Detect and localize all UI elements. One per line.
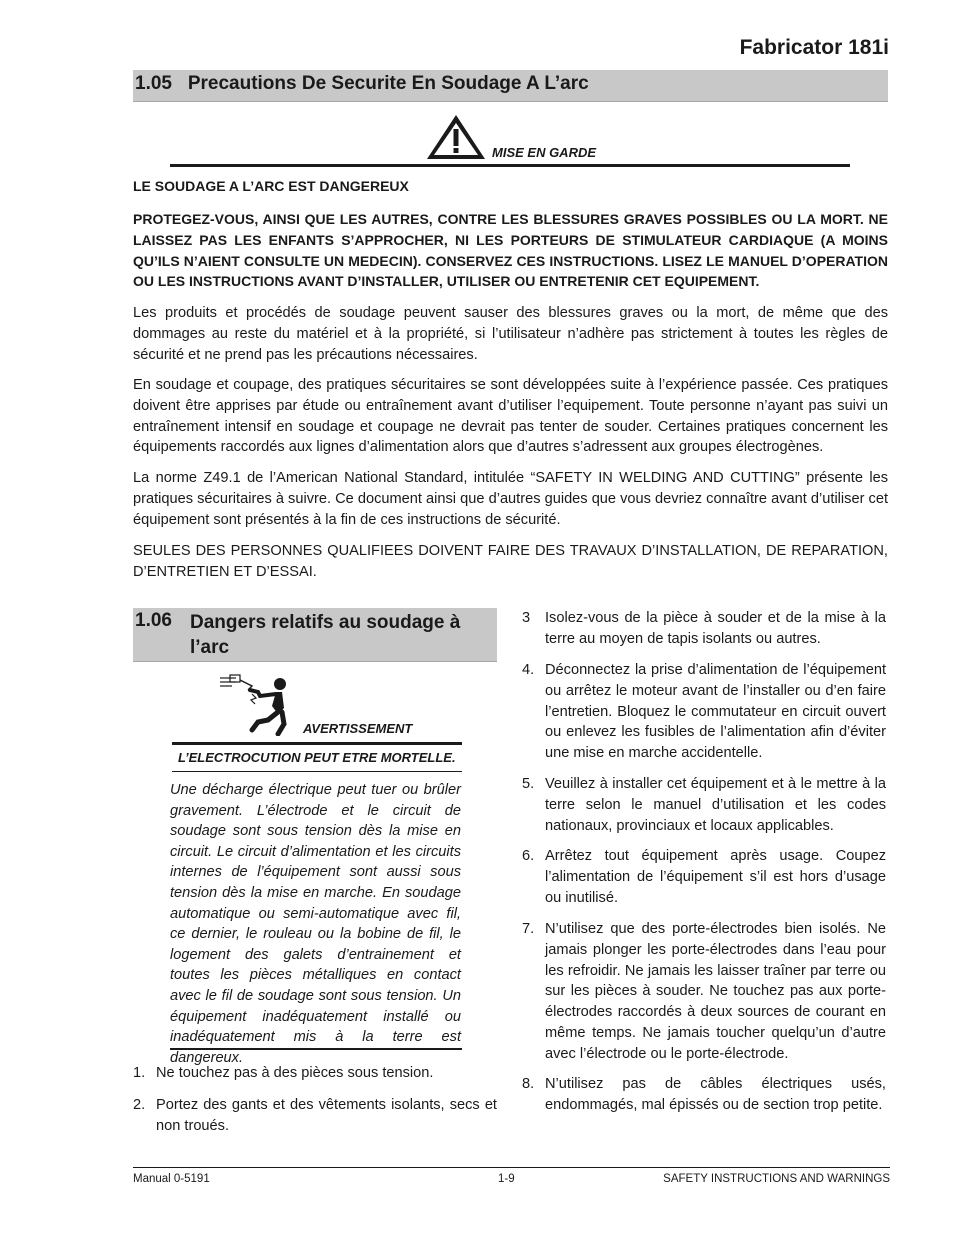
avertissement-rule	[172, 742, 462, 745]
list-item-number: 4.	[522, 662, 535, 678]
warning-triangle-icon	[425, 113, 487, 166]
list-item-text: N’utilisez que des porte-électrodes bien isolés. Ne jamais plonger les porte-électrodes dans l’eau pour les refroidir. Ne jamais les laisser traîner par terre ou sur les pièces à souder. Ne touchez pas aux porte-électrodes raccordés à deux sources de courant en même temps. Ne jamais toucher quelqu’un d’autre avec l’électrode ou le porte-électrode.	[545, 921, 886, 1062]
list-item-text: Veuillez à installer cet équipement et à le mettre à la terre selon le manuel d’utilisation et les codes nationaux, provinciaux et locaux applicables.	[545, 776, 886, 834]
electrocution-text: Une décharge électrique peut tuer ou brûler gravement. L’électrode et le circuit de soudage sont sous tension dès la mise en circuit. Le circuit d’alimentation et les circuits internes de l’équipement sont aussi sous tension dès la mise en marche. En soudage automatique ou semi-automatique avec fil, ce dernier, le rouleau ou la bobine de fil, le logement des galets d’entrainement et toutes les pièces métalliques en contact avec le fil de soudage sont sous tension. Un équipement inadéquatement installé ou inadéquatement mis à la terre est dangereux.	[170, 782, 461, 1066]
avertissement-label: AVERTISSEMENT	[303, 721, 413, 736]
section-106-header	[133, 608, 497, 662]
warning-label: MISE EN GARDE	[492, 145, 597, 160]
list-item-text: Ne touchez pas à des pièces sous tension.	[156, 1065, 434, 1081]
footer-section-name: SAFETY INSTRUCTIONS AND WARNINGS	[663, 1173, 890, 1185]
electric-shock-icon	[218, 672, 298, 741]
list-item-number: 1.	[133, 1065, 146, 1081]
section-106-number: 1.06	[135, 610, 172, 631]
section-105-title: 1.05 Precautions De Securite En Soudage A L’arc	[135, 73, 589, 94]
brand-title: Fabricator 181i	[739, 36, 889, 59]
footer-page-number: 1-9	[498, 1173, 515, 1185]
list-item-number: 3	[522, 610, 531, 626]
list-item-text: Portez des gants et des vêtements isolants, secs et non troués.	[156, 1097, 497, 1134]
list-item-text: N’utilisez pas de câbles électriques usés, endommagés, mal épissés ou de section trop petite.	[545, 1076, 886, 1113]
danger-heading: LE SOUDAGE A L’ARC EST DANGEREUX	[133, 178, 409, 194]
section-105-header	[133, 70, 888, 102]
paragraph-2: En soudage et coupage, des pratiques sécuritaires se sont développées suite à l’expérience passée. Ces pratiques doivent être apprises par étude ou entraînement avant d’utiliser l’equipement. Toute personne n’ayant pas suivi un entraînement intensif en soudage et coupage ne devrait pas tenter de souder. Certaines pratiques concernent les équipements raccordés aux lignes d’alimentation alors que d’autres s’adressent aux groupes électrogènes.	[133, 377, 888, 456]
protect-paragraph: PROTEGEZ-VOUS, AINSI QUE LES AUTRES, CONTRE LES BLESSURES GRAVES POSSIBLES OU LA MORT. NE LAISSEZ PAS LES ENFANTS S’APPROCHER, NI LES PORTEURS DE STIMULATEUR CARDIAQUE (A MOINS QU’ILS N’AIENT CONSULTE UN MEDECIN). CONSERVEZ CES INSTRUCTIONS. LISEZ LE MANUEL D’OPERATION OU LES INSTRUCTIONS AVANT D’INSTALLER, UTILISER OU ENTRETENIR CET EQUIPEMENT.	[133, 211, 888, 290]
list-item-number: 7.	[522, 921, 535, 937]
list-item-number: 6.	[522, 848, 535, 864]
electrocution-bottom-rule	[170, 1048, 462, 1050]
footer-manual-number: Manual 0-5191	[133, 1173, 210, 1185]
list-item-number: 2.	[133, 1097, 146, 1113]
list-item-text: Isolez-vous de la pièce à souder et de la mise à la terre au moyen de tapis isolants ou autres.	[545, 610, 886, 647]
paragraph-4: SEULES DES PERSONNES QUALIFIEES DOIVENT FAIRE DES TRAVAUX D’INSTALLATION, DE REPARATION, D’ENTRETIEN ET D’ESSAI.	[133, 543, 888, 580]
list-item-text: Déconnectez la prise d’alimentation de l’équipement ou arrêtez le moteur avant de l’installer ou d’en faire l’entretien. Bloquez le commutateur en circuit ouvert ou enlevez les fusibles de l’alimentation afin d’éviter une mise en marche accidentelle.	[545, 662, 886, 762]
paragraph-3: La norme Z49.1 de l’American National Standard, intitulée “SAFETY IN WELDING AND CUTTING” présente les pratiques sécuritaires à suivre. Ce document ainsi que d’autres guides que vous devriez connaître avant d’utiliser cet équipement sont présentés à la fin de ces instructions de sécurité.	[133, 470, 888, 528]
list-item-number: 8.	[522, 1076, 535, 1092]
paragraph-1: Les produits et procédés de soudage peuvent sauser des blessures graves ou la mort, de même que des dommages au reste du matériel et à la propriété, si l’utilisateur n’adhère pas strictement à toutes les règles de sécurité et ne prend pas les précautions nécessaires.	[133, 305, 888, 363]
warning-rule	[170, 164, 850, 167]
electrocution-title: L’ELECTROCUTION PEUT ETRE MORTELLE.	[178, 750, 456, 765]
list-item-text: Arrêtez tout équipement après usage. Coupez l’alimentation de l’équipement s’il est hors d’usage ou inutilisé.	[545, 848, 886, 906]
section-106-title: Dangers relatifs au soudage à l’arc	[190, 612, 461, 658]
list-item-number: 5.	[522, 776, 535, 792]
electrocution-rule	[172, 771, 462, 772]
footer-rule	[133, 1167, 890, 1168]
